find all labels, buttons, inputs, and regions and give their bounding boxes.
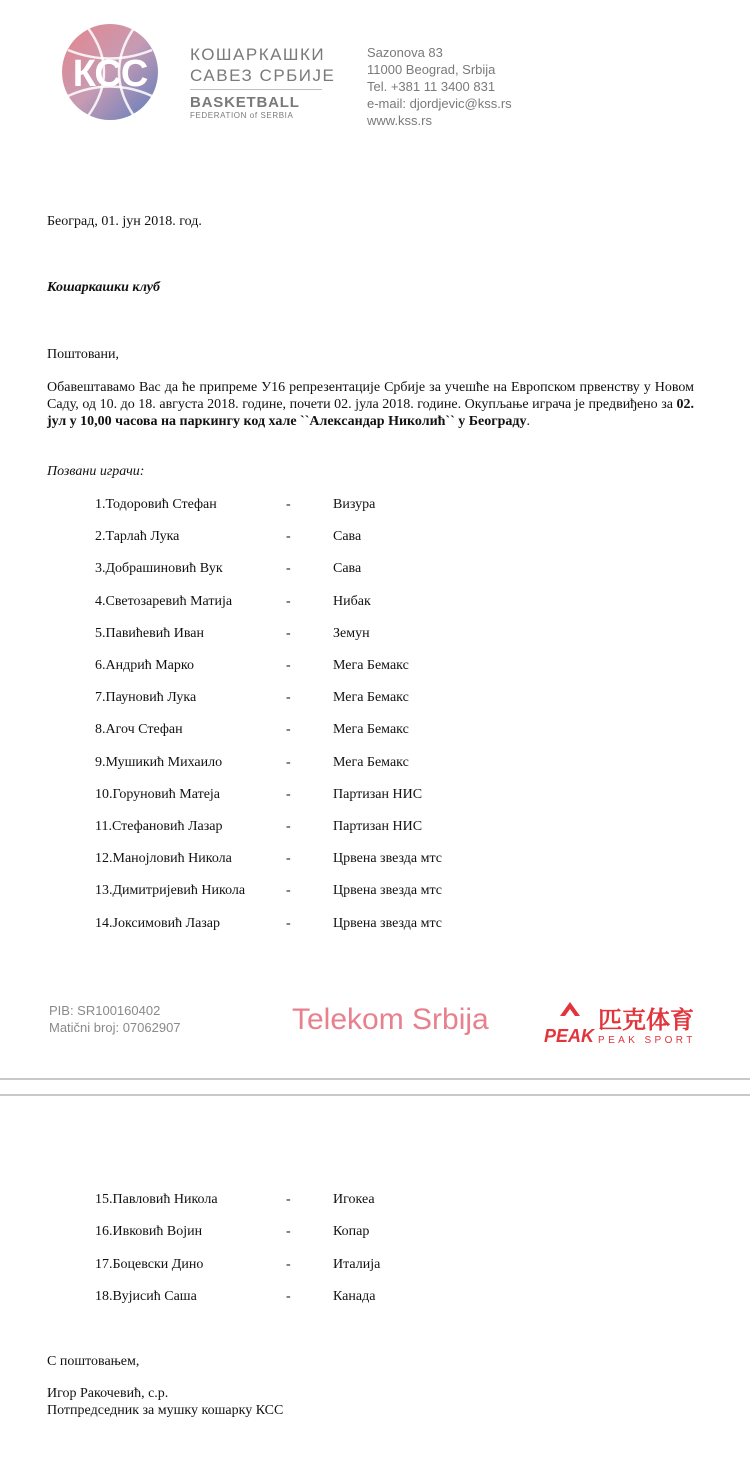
player-row [0,625,750,643]
contact-email: e-mail: djordjevic@kss.rs [367,96,512,111]
body-bold-text: 02. јул у 10,00 часова на паркингу код хале ``Александар Николић`` у Београду [47,397,694,429]
player-dash: - [286,883,291,899]
letter-body [47,379,694,430]
fed-name-line2: САВЕЗ СРБИЈЕ [190,66,336,85]
closing-regards: С поштовањем, [47,1354,140,1369]
player-name: 16.Ивковић Војин [95,1224,203,1240]
player-dash: - [286,690,291,706]
kss-logo [48,22,176,122]
player-row [0,1288,750,1306]
player-row [0,689,750,707]
player-club: Црвена звезда мтс [333,915,442,931]
fed-name-line4: FEDERATION of SERBIA [190,111,294,120]
player-dash: - [286,529,291,545]
player-row [0,1191,750,1209]
player-row [0,593,750,611]
player-dash: - [286,497,291,512]
player-club: Сава [333,561,362,577]
player-row [0,560,750,578]
player-club: Копар [333,1224,370,1240]
player-row [0,786,750,804]
player-row [0,1256,750,1274]
player-name: 6.Андрић Марко [95,658,194,673]
player-club: Канада [333,1288,376,1304]
player-dash: - [286,754,291,770]
player-name: 1.Тодоровић Стефан [95,497,217,512]
player-dash: - [286,561,291,577]
player-row [0,657,750,675]
player-name: 18.Вујисић Саша [95,1288,197,1304]
body-text: Обавештавамо Вас да ће припреме У16 репрезентације Србије за учешће на Европском првенству у Новом Саду, од 10. до 18. августа 2018. године, почети 02. јула 2018. године. Окупљање играча је предвиђено за [47,380,694,412]
player-name: 10.Горуновић Матеја [95,786,221,802]
player-dash: - [286,915,291,931]
player-name: 14.Јоксимовић Лазар [95,915,221,931]
player-club: Мега Бемакс [333,658,409,673]
player-dash: - [286,786,291,802]
player-club: Партизан НИС [333,819,423,834]
signatory-title: Потпредседник за мушку кошарку КСС [47,1403,284,1418]
fed-name-line3: BASKETBALL [190,94,300,111]
contact-block [367,44,512,129]
player-club: Мега Бемакс [333,754,409,770]
player-row [0,528,750,546]
player-club: Нибак [333,593,371,609]
player-dash: - [286,1256,291,1272]
peak-sport-text: PEAK SPORT [598,1035,696,1046]
player-name: 9.Мушикић Михаило [95,754,223,770]
player-name: 12.Манојловић Никола [95,851,232,867]
player-name: 8.Агоч Стефан [95,722,183,738]
logo-text: КСС [72,53,148,95]
player-row [0,1223,750,1241]
player-name: 3.Добрашиновић Вук [95,561,223,577]
player-club: Партизан НИС [333,786,423,802]
players-heading: Позвани играчи: [47,464,145,479]
player-dash: - [286,1192,291,1207]
company-ids [49,1002,181,1036]
player-name: 17.Боцевски Дино [95,1256,204,1272]
player-name: 4.Светозаревић Матија [95,593,233,609]
player-name: 13.Димитријевић Никола [95,883,246,899]
player-dash: - [286,625,291,641]
registration-number: Matični broj: 07062907 [49,1020,181,1035]
player-row [0,754,750,772]
player-row [0,496,750,514]
pib-number: PIB: SR100160402 [49,1003,161,1018]
player-row [0,850,750,868]
contact-phone: Tel. +381 11 3400 831 [367,79,496,94]
player-dash: - [286,658,291,673]
recipient: Кошаркашки клуб [47,280,160,295]
player-club: Визура [333,497,376,512]
body-end: . [526,414,530,429]
player-club: Игокеа [333,1192,375,1207]
player-name: 5.Павићевић Иван [95,625,204,641]
greeting: Поштовани, [47,347,119,362]
fed-name-line1: КОШАРКАШКИ [190,45,326,64]
player-club: Црвена звезда мтс [333,883,442,899]
player-club: Мега Бемакс [333,690,409,706]
player-row [0,721,750,739]
player-row [0,882,750,900]
federation-name [190,44,335,121]
peak-chinese-text: 匹克体育 [598,1006,694,1034]
player-name: 11.Стефановић Лазар [95,819,223,834]
peak-latin-text: PEAK [544,1026,595,1046]
player-dash: - [286,819,291,834]
fed-divider [190,89,322,90]
player-dash: - [286,1224,291,1240]
player-row [0,915,750,933]
peak-mark-icon [560,1002,580,1016]
contact-website: www.kss.rs [367,113,432,128]
letter-page-2 [0,1096,750,1464]
player-name: 2.Тарлаћ Лука [95,529,180,545]
player-club: Италија [333,1256,381,1272]
player-club: Земун [333,625,370,641]
player-club: Сава [333,529,362,545]
letter-date: Београд, 01. јун 2018. год. [47,214,202,229]
player-row [0,818,750,836]
signatory-name: Игор Ракочевић, с.р. [47,1386,169,1401]
player-club: Црвена звезда мтс [333,851,442,867]
page-break [0,1078,750,1096]
telekom-srbija-logo: Telekom Srbija [292,1003,489,1036]
player-dash: - [286,593,291,609]
player-dash: - [286,722,291,738]
player-dash: - [286,1288,291,1304]
peak-sport-logo [542,998,707,1048]
player-name: 15.Павловић Никола [95,1192,218,1207]
player-dash: - [286,851,291,867]
contact-city: 11000 Beograd, Srbija [367,62,496,77]
contact-address: Sazonova 83 [367,45,443,60]
player-club: Мега Бемакс [333,722,409,738]
player-name: 7.Пауновић Лука [95,690,197,706]
